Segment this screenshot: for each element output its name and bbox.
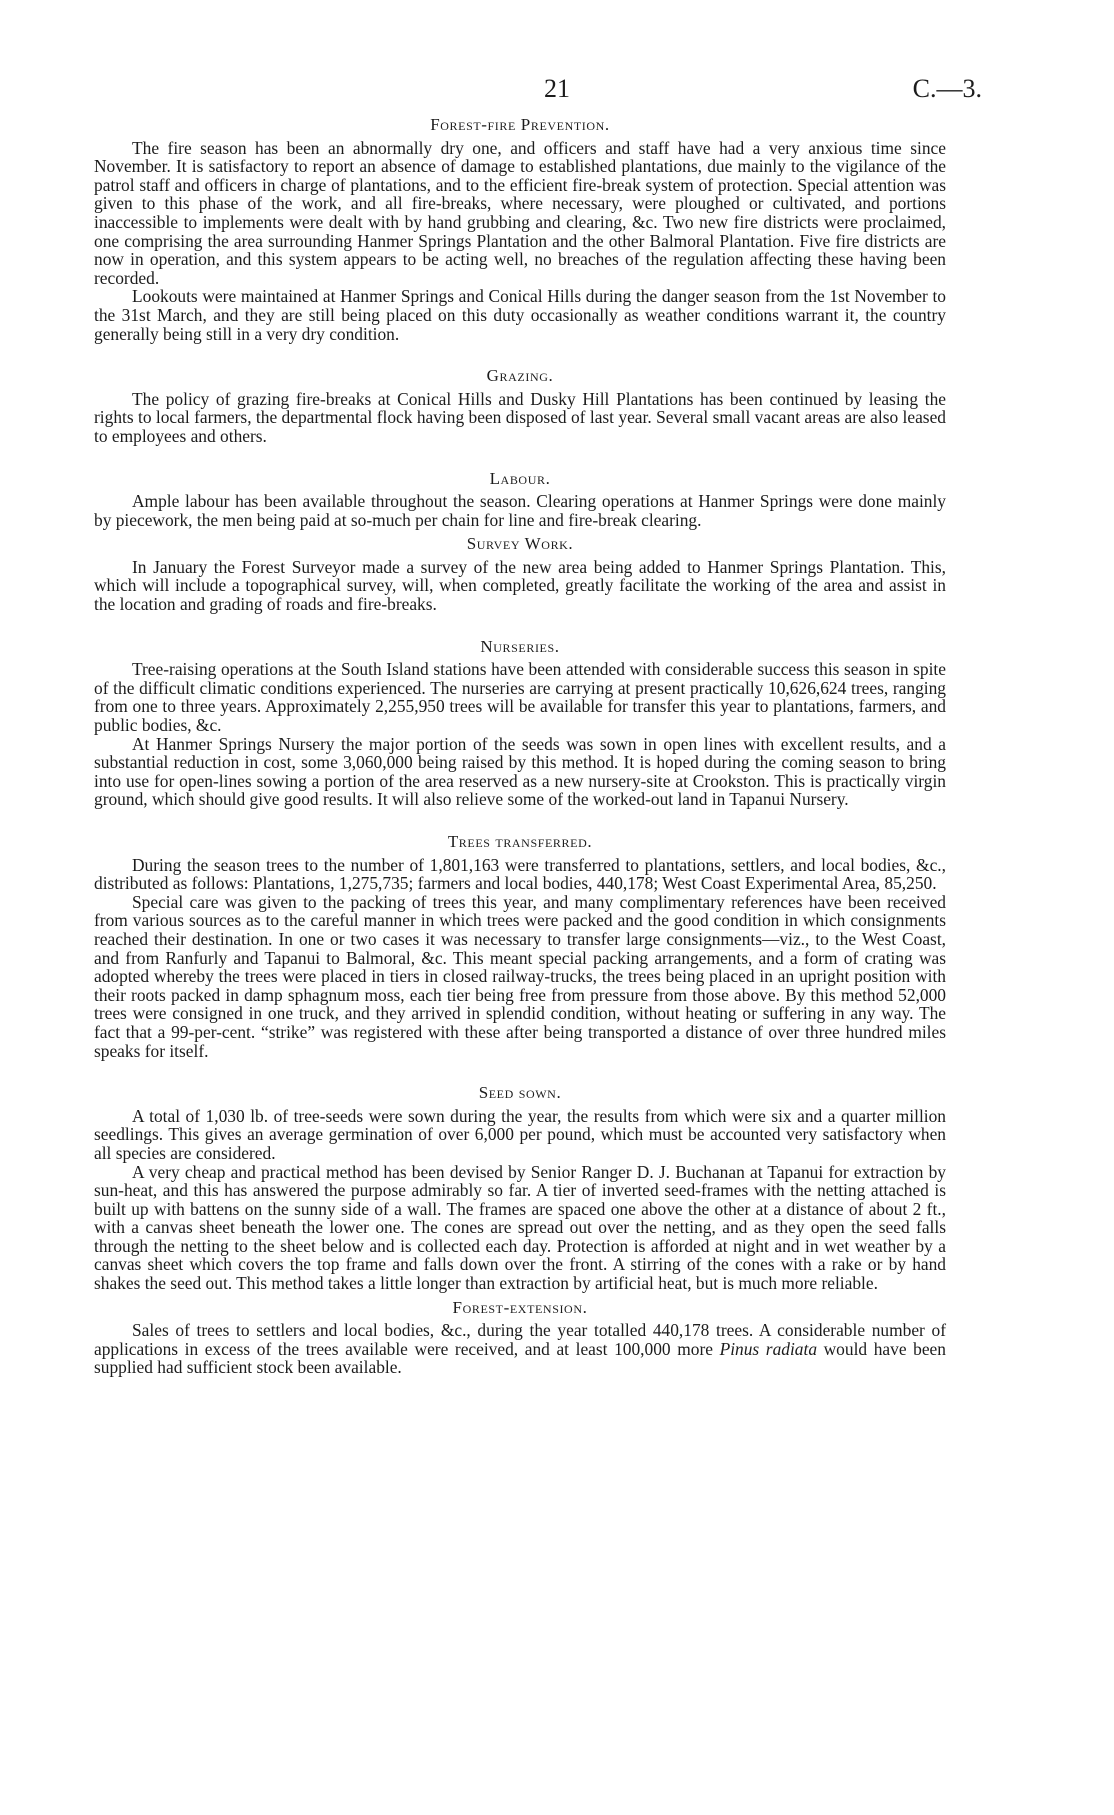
- paragraph: Special care was given to the packing of trees this year, and many complimentary references have been received from various sources as to the careful manner in which trees were packed and the good condition in which consignments reached their destination. In one or two cases it was necessary to transfer large consignments—viz., to the West Coast, and from Ranfurly and Tapanui to Balmoral, &c. This meant special packing arrangements, and a form of crating was adopted whereby the trees were placed in tiers in closed railway-trucks, the trees being placed in an upright position with their roots packed in damp sphagnum moss, each tier being free from pressure from those above. By this method 52,000 trees were consigned in one truck, and they arrived in splendid condition, without heating or suffering in any way. The fact that a 99-per-cent. “strike” was registered with these after being transported a distance of over three hundred miles speaks for itself.: [94, 891, 946, 1061]
- paragraph: The fire season has been an abnormally dry one, and officers and staff have had a very anxious time since November. It is satisfactory to report an absence of damage to established plantations, due mainly to the vigilance of the patrol staff and officers in charge of plantations, and to the efficient fire-break system of protection. Special attention was given to this phase of the work, and all fire-breaks, where necessary, were ploughed or cultivated, and portions inaccessible to implements were dealt with by hand grubbing and clearing, &c. Two new fire districts were proclaimed, one comprising the area surrounding Hanmer Springs Plantation and the other Balmoral Plantation. Five fire districts are now in operation, and this system appears to be acting well, no breaches of the regulation affecting these having been recorded.: [94, 137, 946, 288]
- paragraph: A very cheap and practical method has been devised by Senior Ranger D. J. Buchanan at Tapanui for extraction by sun-heat, and this has answered the purpose admirably so far. A tier of inverted seed-frames with the netting attached is built up with battens on the sunny side of a wall. The frames are spaced one above the other at a distance of about 2 ft., with a canvas sheet beneath the lower one. The cones are spread out over the netting, and as they open the seed falls through the netting to the sheet below and is collected each day. Protection is afforded at night and in wet weather by a canvas sheet which covers the top frame and falls down over the front. A stirring of the cones with a rake or by hand shakes the seed out. This method takes a little longer than extraction by artificial heat, but is much more reliable.: [94, 1161, 946, 1294]
- paragraph: Lookouts were maintained at Hanmer Springs and Conical Hills during the danger season from the 1st November to the 31st March, and they are still being placed on this duty occasionally as weather conditions warrant it, the country generally being still in a very dry condition.: [94, 286, 946, 344]
- paragraph-text: Sales of trees to settlers and local bodies, &c., during the year totalled 440,178 trees. A considerable number of applications in excess of the trees available were received, and at least 100,000 more: [94, 1320, 946, 1359]
- paragraph: Ample labour has been available throughout the season. Clearing operations at Hanmer Springs were done mainly by piecework, the men being paid at so-much per chain for line and fire-break clearing.: [94, 491, 946, 530]
- section-heading: Nurseries.: [480, 636, 560, 656]
- section-nurseries: [94, 638, 946, 809]
- paragraph: In January the Forest Surveyor made a survey of the new area being added to Hanmer Springs Plantation. This, which will include a topographical survey, will, when completed, greatly facilitate the working of the area and assist in the location and grading of roads and fire-breaks.: [94, 556, 946, 615]
- paragraph: [94, 1321, 946, 1377]
- page-body: [94, 116, 946, 1377]
- section-heading: Forest-extension.: [452, 1297, 588, 1317]
- section-fire-prevention: [94, 116, 946, 343]
- paragraph: At Hanmer Springs Nursery the major portion of the seeds was sown in open lines with excellent results, and a substantial reduction in cost, some 3,060,000 being raised by this method. It is hoped during the coming season to bring into use for open-lines sowing a portion of the area reserved as a new nursery-site at Crookston. This is practically virgin ground, which should give good results. It will also relieve some of the worked-out land in Tapanui Nursery.: [94, 733, 946, 810]
- document-reference: C.—3.: [912, 74, 982, 103]
- section-heading: Labour.: [489, 468, 551, 488]
- section-grazing: [94, 367, 946, 445]
- section-survey-work: [94, 535, 946, 613]
- section-labour: [94, 470, 946, 530]
- section-seed-sown: [94, 1084, 946, 1293]
- section-heading: Trees transferred.: [447, 832, 593, 851]
- paragraph: During the season trees to the number of 1,801,163 were transferred to plantations, settlers, and local bodies, &c., distributed as follows: Plantations, 1,275,735; farmers and local bodies, 440,178; West Coast Experimental Area, 85,250.: [94, 854, 946, 894]
- section-heading: Seed sown.: [478, 1083, 562, 1103]
- paragraph: A total of 1,030 lb. of tree-seeds were sown during the year, the results from which were six and a quarter million seedlings. This gives an average germination of over 6,000 per pound, which must be accounted very satisfactory when all species are considered.: [94, 1105, 946, 1163]
- paragraph-text: would have been supplied had sufficient stock been available.: [94, 1338, 946, 1378]
- section-trees-transferred: [94, 833, 946, 1060]
- section-heading: Forest-fire Prevention.: [430, 115, 610, 134]
- section-heading: Survey Work.: [466, 534, 574, 554]
- page-number: 21: [544, 74, 570, 103]
- paragraph: The policy of grazing fire-breaks at Conical Hills and Dusky Hill Plantations has been continued by leasing the rights to local farmers, the departmental flock having been disposed of last year. Several small vacant areas are also leased to employees and others.: [94, 388, 946, 446]
- species-name: Pinus radiata: [719, 1338, 818, 1359]
- section-heading: Grazing.: [486, 366, 554, 386]
- section-forest-extension: [94, 1299, 946, 1377]
- paragraph: Tree-raising operations at the South Island stations have been attended with considerable success this season in spite of the difficult climatic conditions experienced. The nurseries are carrying at present practically 10,626,624 trees, ranging from one to three years. Approximately 2,255,950 trees will be available for transfer this year to plantations, farmers, and public bodies, &c.: [94, 659, 946, 736]
- page-header: [0, 70, 1114, 110]
